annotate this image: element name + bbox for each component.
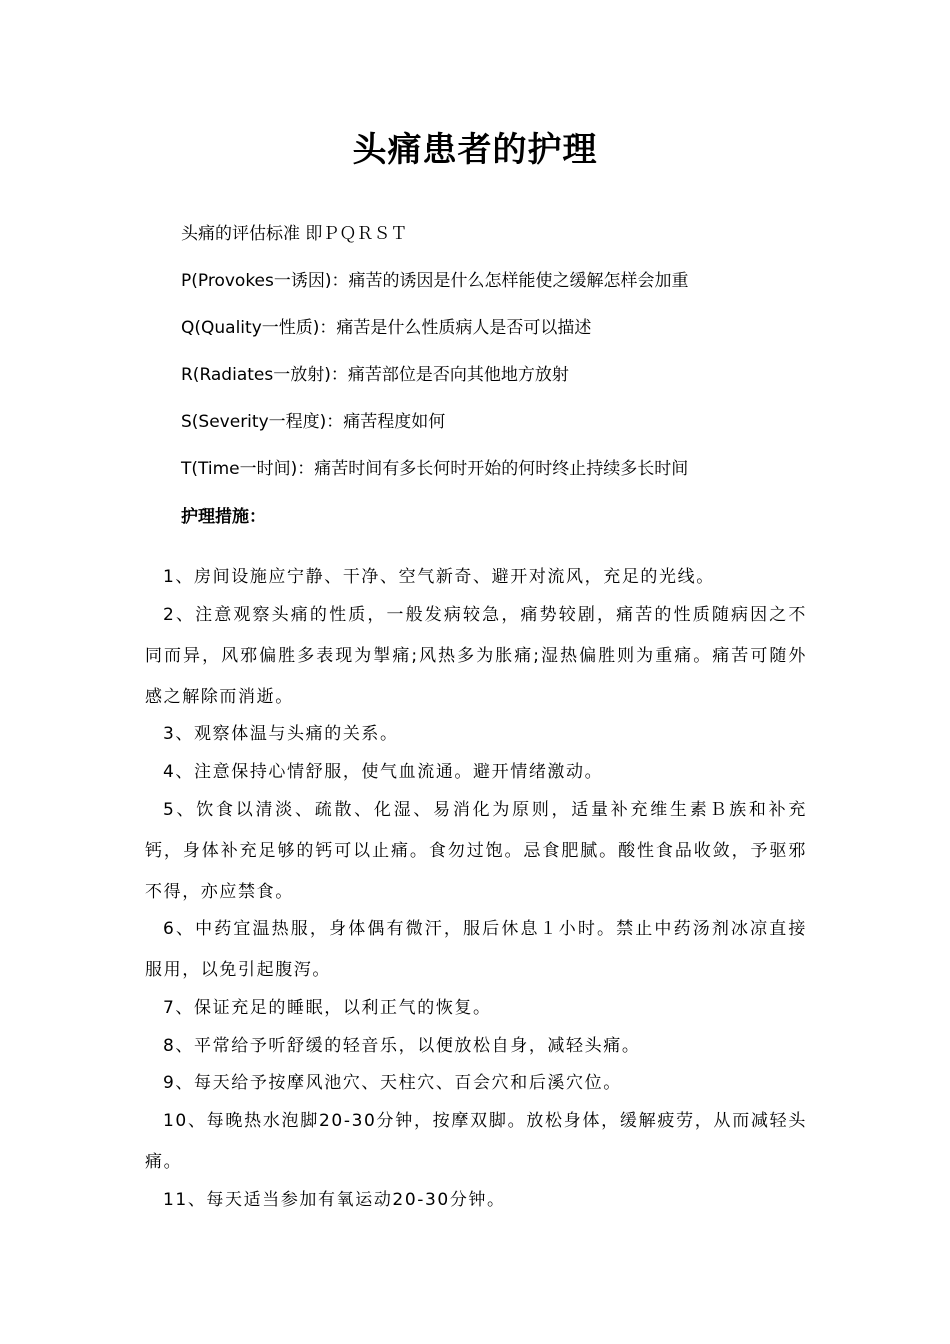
measure-item-5: 5、饮食以清淡、疏散、化湿、易消化为原则，适量补充维生素Ｂ族和补充钙，身体补充足够的钙可以止痛。食勿过饱。忌食肥腻。酸性食品收敛，予驱邪不得，亦应禁食。 bbox=[145, 800, 807, 902]
document-title: 头痛患者的护理 bbox=[352, 130, 598, 170]
measure-item-3: 3、观察体温与头痛的关系。 bbox=[163, 724, 399, 744]
measure-item-8: 8、平常给予听舒缓的轻音乐，以便放松自身，减轻头痛。 bbox=[163, 1036, 641, 1056]
pqrst-heading: 头痛的评估标准 即ＰＱＲＳＴ bbox=[181, 224, 408, 244]
measure-item-4: 4、注意保持心情舒服，使气血流通。避开情绪激动。 bbox=[163, 762, 604, 782]
measure-item-10: 10、每晚热水泡脚20-30分钟，按摩双脚。放松身体，缓解疲劳，从而减轻头痛。 bbox=[145, 1111, 807, 1172]
measure-item-2: 2、注意观察头痛的性质，一般发病较急，痛势较剧，痛苦的性质随病因之不同而异，风邪偏胜多表现为掣痛;风热多为胀痛;湿热偏胜则为重痛。痛苦可随外感之解除而消逝。 bbox=[145, 605, 807, 707]
pqrst-line-t: T(Time一时间)：痛苦时间有多长何时开始的何时终止持续多长时间 bbox=[181, 459, 689, 479]
pqrst-line-r: R(Radiates一放射)：痛苦部位是否向其他地方放射 bbox=[181, 365, 569, 385]
measures-heading: 护理措施： bbox=[181, 507, 266, 527]
measure-item-11: 11、每天适当参加有氧运动20-30分钟。 bbox=[163, 1190, 506, 1210]
measure-item-1: 1、房间设施应宁静、干净、空气新奇、避开对流风，充足的光线。 bbox=[163, 567, 715, 587]
pqrst-line-p: P(Provokes一诱因)：痛苦的诱因是什么怎样能使之缓解怎样会加重 bbox=[181, 271, 689, 291]
measure-item-7: 7、保证充足的睡眠，以利正气的恢复。 bbox=[163, 998, 492, 1018]
pqrst-line-s: S(Severity一程度)：痛苦程度如何 bbox=[181, 412, 446, 432]
pqrst-line-q: Q(Quality一性质)：痛苦是什么性质病人是否可以描述 bbox=[181, 318, 592, 338]
measure-item-9: 9、每天给予按摩风池穴、天柱穴、百会穴和后溪穴位。 bbox=[163, 1073, 622, 1093]
measure-item-6: 6、中药宜温热服，身体偶有微汗，服后休息１小时。禁止中药汤剂冰凉直接服用，以免引起腹泻。 bbox=[145, 919, 807, 980]
